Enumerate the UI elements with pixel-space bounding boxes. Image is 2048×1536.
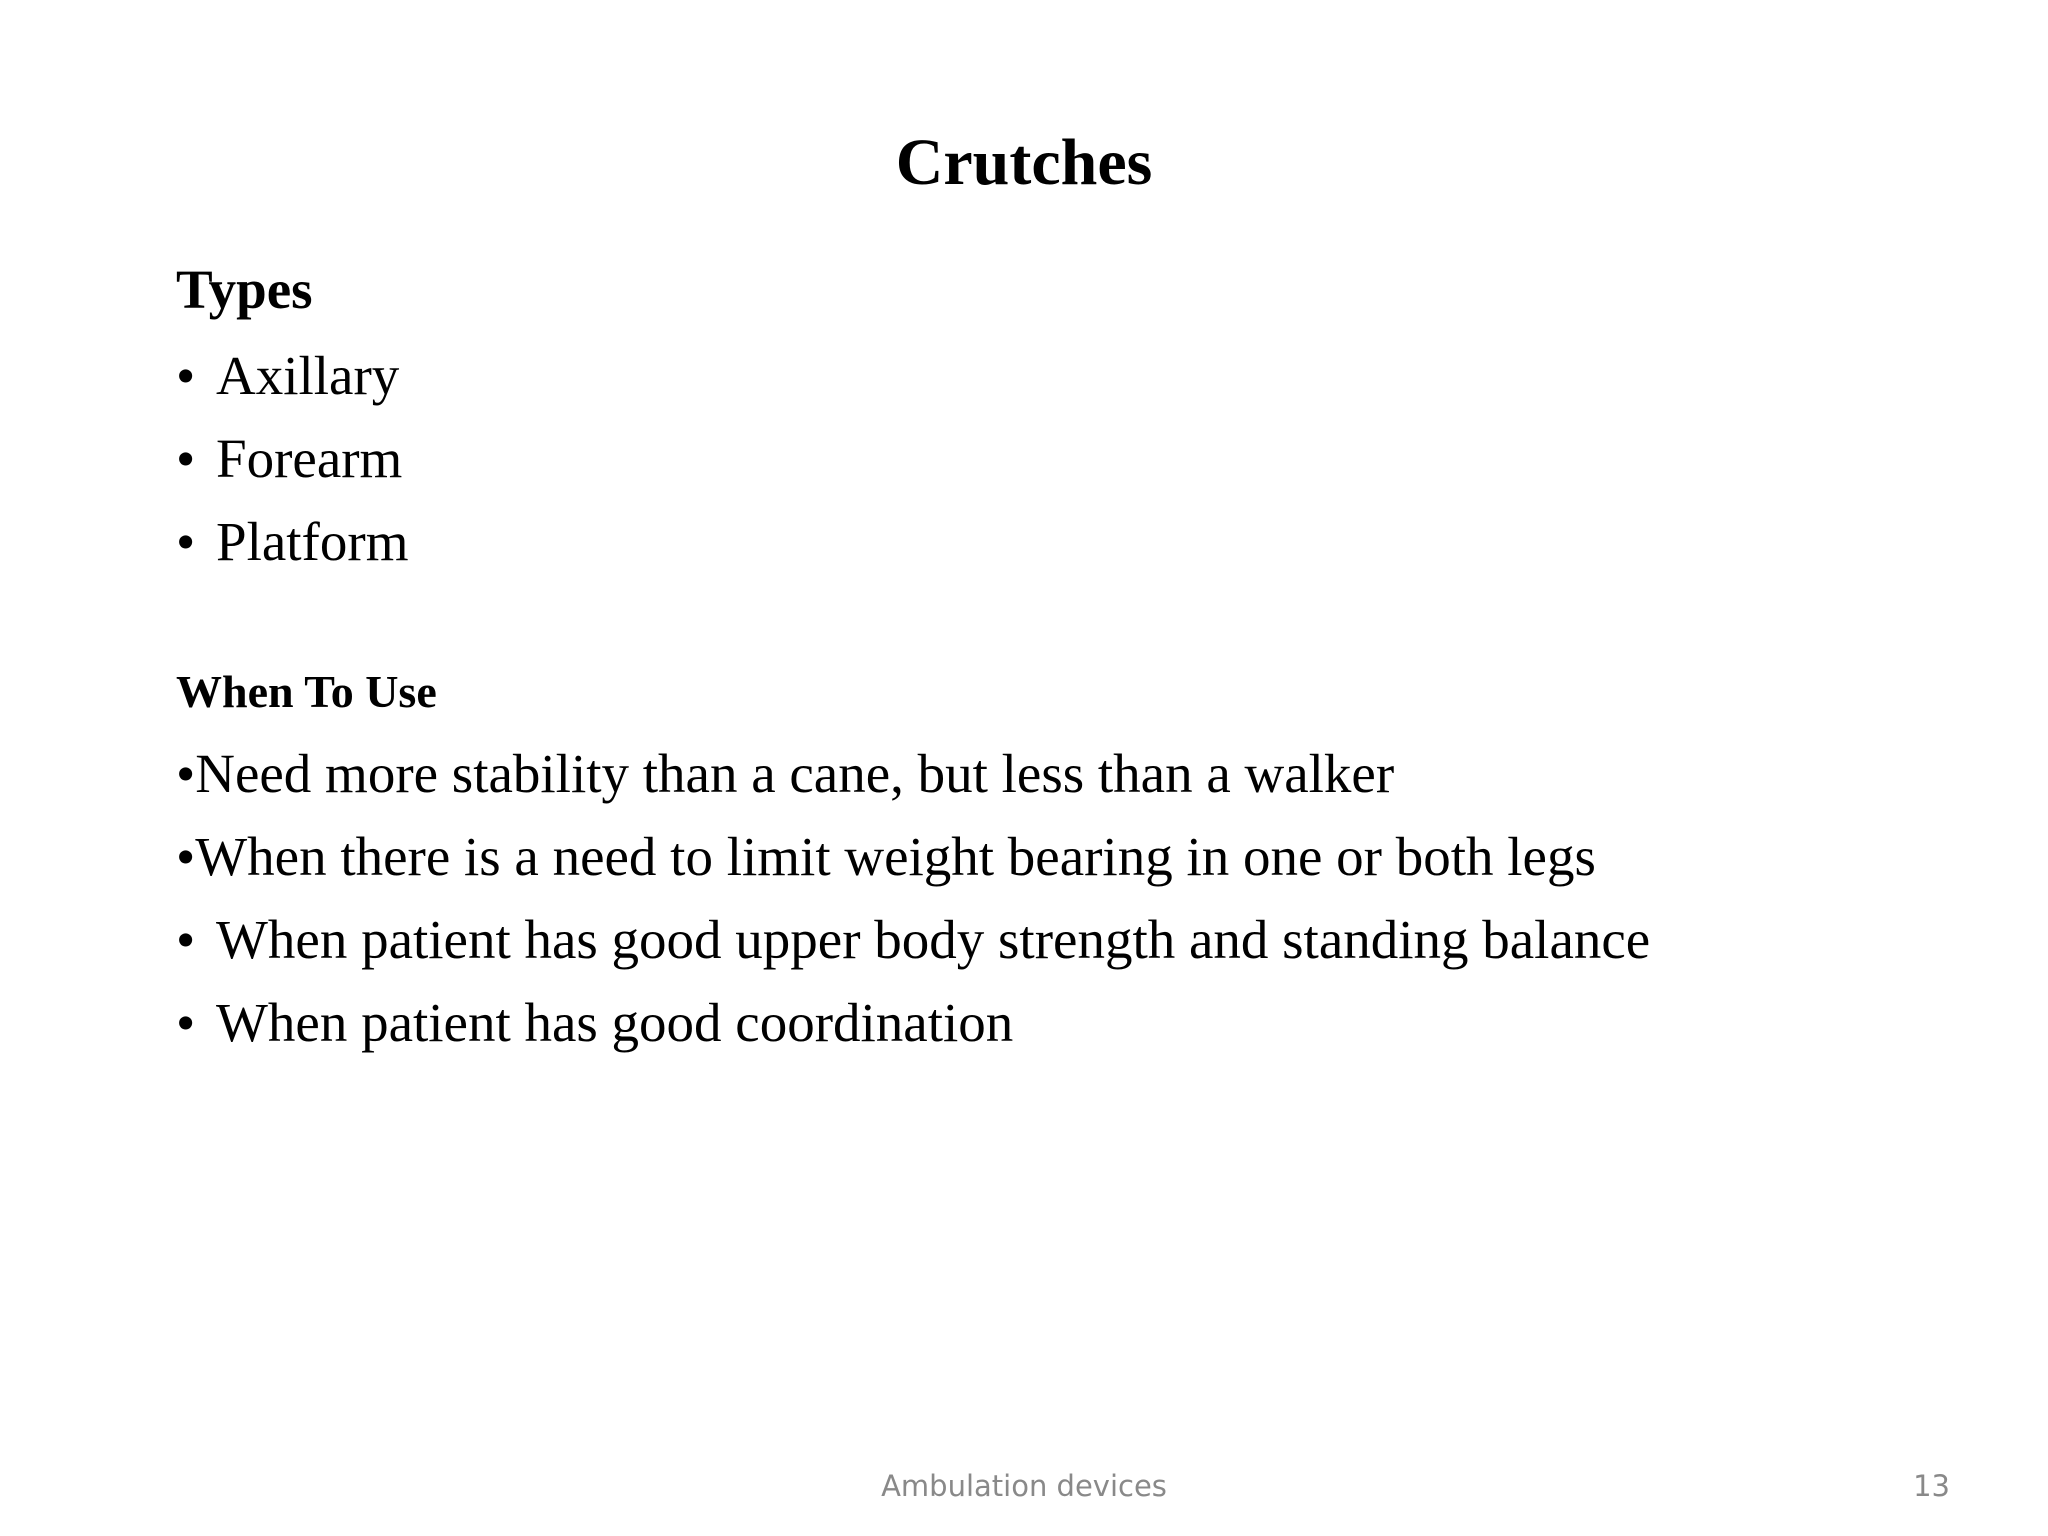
use-item-stability: •Need more stability than a cane, but less than a walker — [176, 743, 1395, 804]
types-heading: Types — [176, 259, 313, 320]
use-item-weight-bearing: •When there is a need to limit weight bearing in one or both legs — [176, 826, 1596, 887]
bullet-icon: • — [176, 428, 196, 489]
list-item — [176, 981, 1650, 1064]
bullet-icon: • — [176, 909, 196, 970]
type-item-axillary: Axillary — [216, 345, 400, 406]
slide-title: Crutches — [895, 126, 1153, 199]
use-item-upper-body: When patient has good upper body strength and standing balance — [216, 909, 1651, 970]
slide-number: 13 — [1913, 1469, 1950, 1503]
bullet-icon: • — [176, 511, 196, 572]
list-item — [176, 417, 408, 500]
footer-text: Ambulation devices — [881, 1469, 1167, 1503]
list-item — [176, 732, 1650, 815]
list-item — [176, 500, 408, 583]
types-list — [176, 334, 408, 583]
bullet-icon: • — [176, 992, 196, 1053]
list-item — [176, 898, 1650, 981]
type-item-forearm: Forearm — [216, 428, 403, 489]
when-to-use-list — [176, 732, 1650, 1064]
when-to-use-heading: When To Use — [176, 666, 437, 717]
use-item-coordination: When patient has good coordination — [216, 992, 1014, 1053]
bullet-icon: • — [176, 345, 196, 406]
type-item-platform: Platform — [216, 511, 409, 572]
list-item — [176, 334, 408, 417]
list-item — [176, 815, 1650, 898]
